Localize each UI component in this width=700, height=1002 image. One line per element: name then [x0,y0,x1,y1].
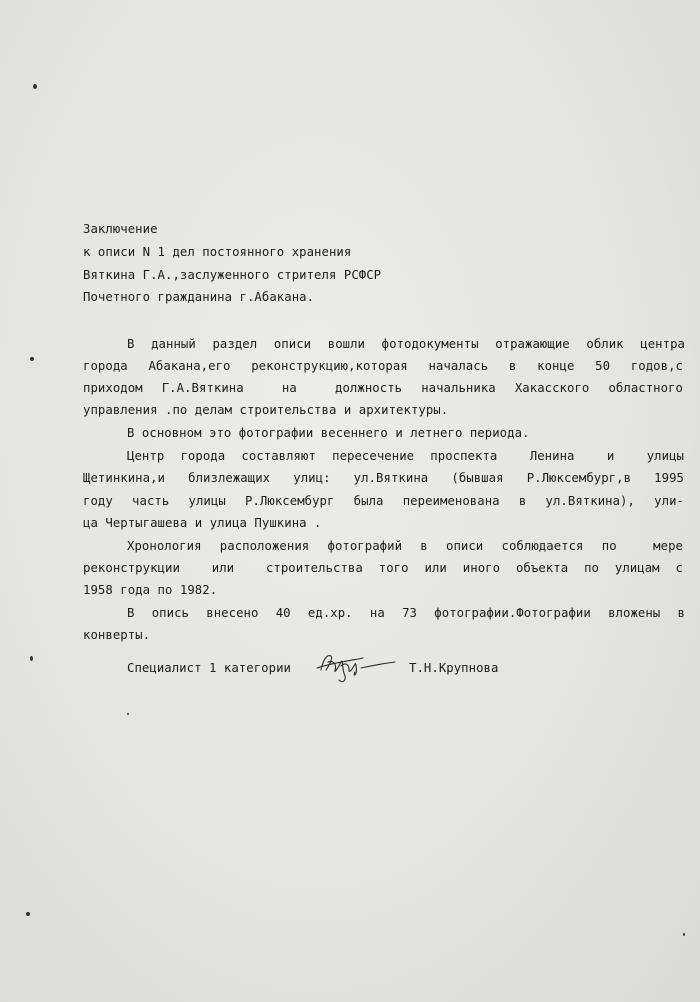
scan-speck [26,912,30,916]
signatory-position: Специалист 1 категории [127,661,291,675]
handwritten-signature [315,640,397,686]
header-line-person: Вяткина Г.А.,заслуженного стрителя РСФСР [83,268,382,282]
header-line-inventory: к описи N 1 дел постоянного хранения [83,245,352,259]
paragraph-3-line-2: Щетинкина,и близлежащих улиц: ул.Вяткина (бывшая Р.Люксембург,в 1995 [83,471,684,485]
scan-speck [33,84,37,89]
paragraph-3-line-1: Центр города составляют пересечение проспекта Ленина и улицы [127,449,684,463]
paragraph-5-line-2: конверты. [83,628,151,642]
paragraph-3-line-4: ца Чертыгашева и улица Пушкина . [83,516,322,530]
paragraph-4-line-2: реконструкции или строительства того или иного объекта по улицам с [83,561,683,575]
scan-speck [30,357,34,361]
signatory-name: Т.Н.Крупнова [409,661,499,675]
paragraph-4-line-3: 1958 года по 1982. [83,583,218,597]
paragraph-1-line-3: приходом Г.А.Вяткина на должность начальника Хакасского областного [83,381,683,395]
scan-speck [683,933,685,936]
header-line-citizen: Почетного гражданина г.Абакана. [83,290,315,304]
scan-speck [30,656,33,661]
paragraph-2-line-1: В основном это фотографии весеннего и летнего периода. [127,426,530,440]
paragraph-1-line-4: управления .по делам строительства и архитектуры. [83,403,449,417]
scan-speck [127,713,129,715]
paragraph-5-line-1: В опись внесено 40 ед.хр. на 73 фотографии.Фотографии вложены в [127,606,685,620]
paragraph-1-line-2: города Абакана,его реконструкцию,которая началась в конце 50 годов,с [83,359,683,373]
paragraph-4-line-1: Хронология расположения фотографий в описи соблюдается по мере [127,539,683,553]
document-title: Заключение [83,222,158,236]
paragraph-1-line-1: В данный раздел описи вошли фотодокументы отражающие облик центра [127,337,685,351]
paragraph-3-line-3: году часть улицы Р.Люксембург была переименована в ул.Вяткина), ули- [83,494,684,508]
